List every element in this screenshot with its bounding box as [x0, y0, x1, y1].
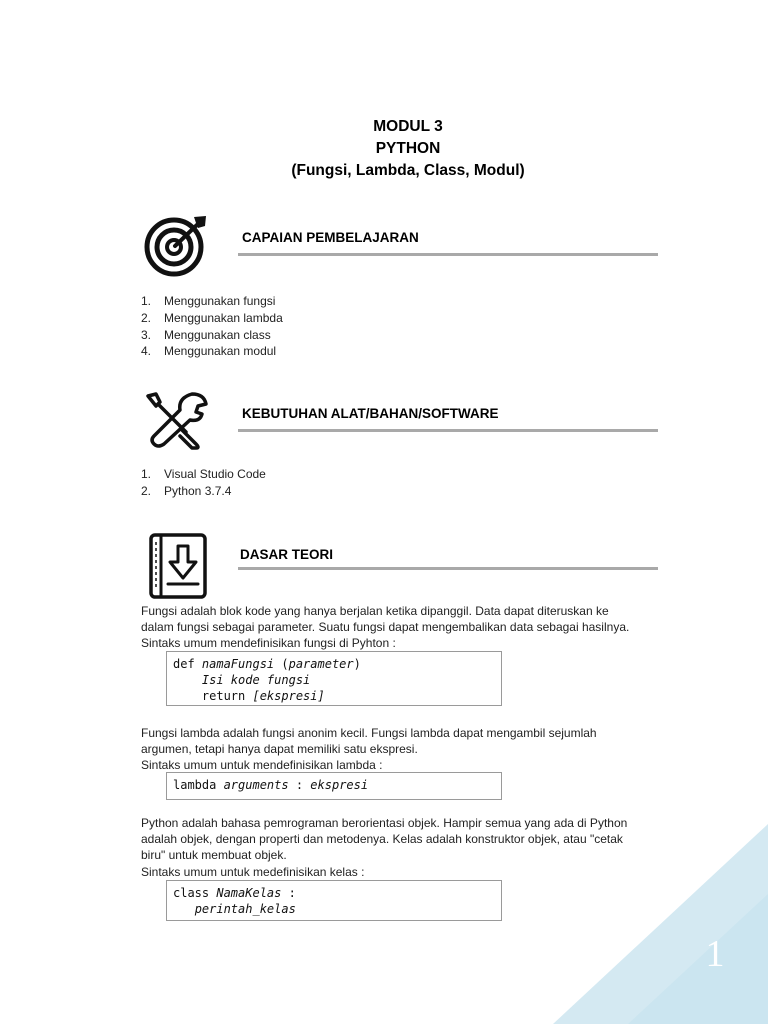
target-icon — [140, 212, 212, 278]
download-book-icon — [148, 532, 208, 600]
learning-outcomes-list — [141, 293, 283, 360]
list-item: 2. Python 3.7.4 — [141, 483, 232, 498]
code-block-lambda: lambda arguments : ekspresi — [166, 772, 502, 800]
list-item: 4. Menggunakan modul — [141, 344, 277, 359]
tools-list — [141, 466, 266, 500]
list-item: 3. Menggunakan class — [141, 327, 271, 342]
title-subject: PYTHON — [375, 140, 441, 157]
document-title — [0, 116, 768, 182]
code-block-function: def namaFungsi (parameter) Isi kode fungsi return [ekspresi] — [166, 651, 502, 706]
list-item: 2. Menggunakan lambda — [141, 310, 283, 325]
section-heading-theory: DASAR TEORI — [240, 547, 334, 562]
title-module: MODUL 3 — [373, 118, 443, 135]
page-number: 1 — [705, 933, 725, 975]
section-divider — [238, 567, 658, 570]
section-heading-learning: CAPAIAN PEMBELAJARAN — [242, 230, 419, 245]
section-divider — [238, 429, 658, 432]
section-divider — [238, 253, 658, 256]
section-heading-tools: KEBUTUHAN ALAT/BAHAN/SOFTWARE — [242, 406, 499, 421]
list-item: 1. Menggunakan fungsi — [141, 294, 276, 308]
tools-icon — [142, 390, 210, 450]
title-topics: (Fungsi, Lambda, Class, Modul) — [291, 162, 525, 179]
paragraph-class: Python adalah bahasa pemrograman berorientasi objek. Hampir semua yang ada di Python adalah objek, dengan properti dan metodenya. Kelas adalah konstruktor objek, atau "cetak biru" untuk membuat objek. Sintaks umum untuk medefinisikan kelas : — [141, 816, 628, 879]
list-item: 1. Visual Studio Code — [141, 467, 266, 481]
paragraph-function: Fungsi adalah blok kode yang hanya berjalan ketika dipanggil. Data dapat diteruskan ke dalam fungsi sebagai parameter. Suatu fungsi dapat mengembalikan data sebagai hasilnya. Sintaks umum mendefinisikan fungsi di Pyhton : — [141, 604, 630, 651]
paragraph-lambda: Fungsi lambda adalah fungsi anonim kecil. Fungsi lambda dapat mengambil sejumlah argumen, tetapi hanya dapat memiliki satu ekspresi. Sintaks umum untuk mendefinisikan lambda : — [141, 726, 597, 773]
code-block-class: class NamaKelas : perintah_kelas — [166, 880, 502, 921]
